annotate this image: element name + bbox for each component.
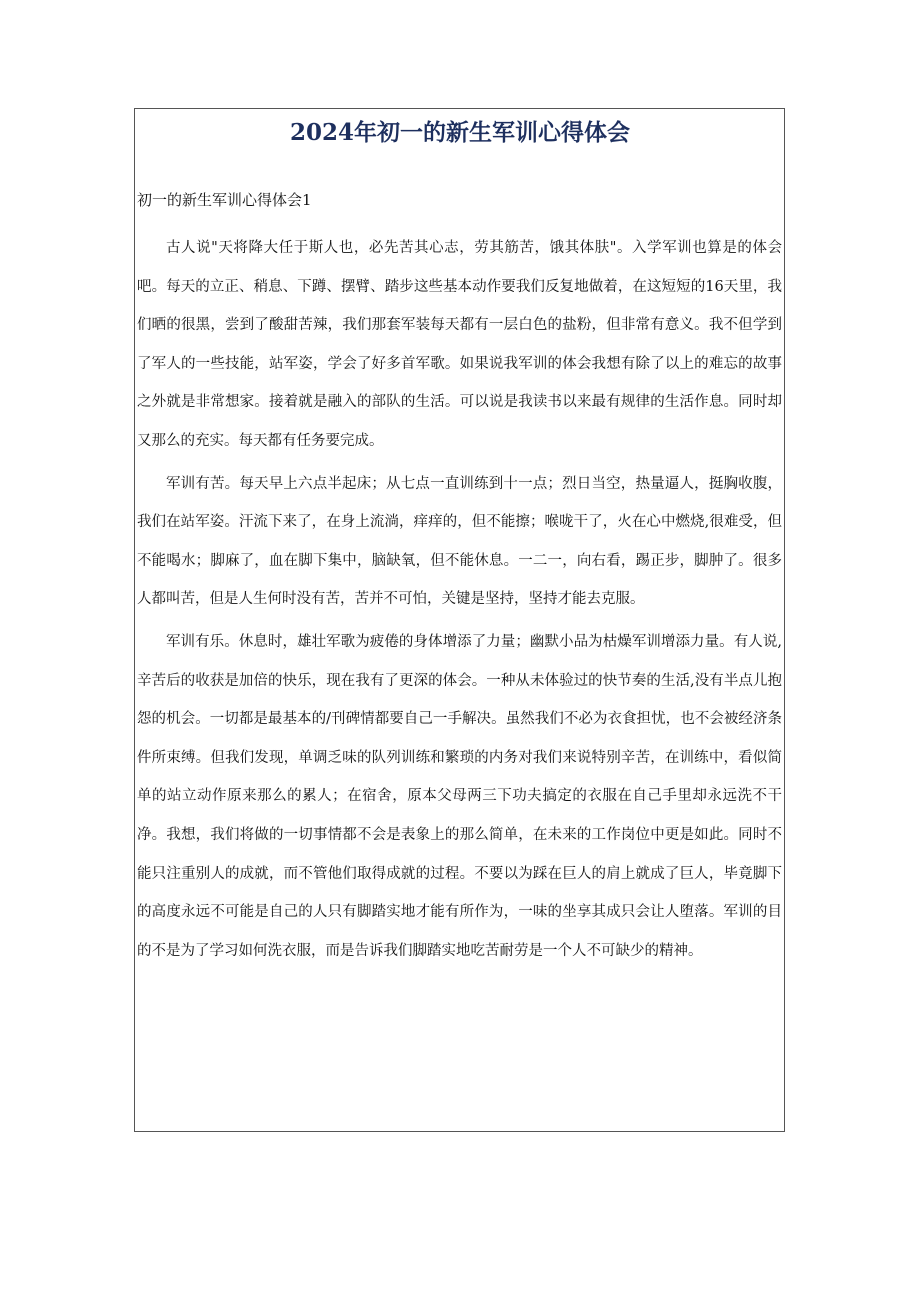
body-text	[137, 229, 782, 974]
page-title: 2024年初一的新生军训心得体会	[289, 119, 630, 146]
paragraph-intro: 古人说"天将降大任于斯人也，必先苦其心志，劳其筋苦，饿其体肤"。入学军训也算是的体会吧。每天的立正、稍息、下蹲、摆臂、踏步这些基本动作要我们反复地做着，在这短短的16天里，我们晒的很黑，尝到了酸甜苦辣，我们那套军装每天都有一层白色的盐粉，但非常有意义。我不但学到了军人的一些技能，站军姿，学会了好多首军歌。如果说我军训的体会我想有除了以上的难忘的故事之外就是非常想家。接着就是融入的部队的生活。可以说是我读书以来最有规律的生活作息。同时却又那么的充实。每天都有任务要完成。	[137, 240, 782, 449]
section-heading: 初一的新生军训心得体会1	[137, 191, 312, 209]
paragraph-joy: 军训有乐。休息时，雄壮军歌为疲倦的身体增添了力量；幽默小品为枯燥军训增添力量。有人说,辛苦后的收获是加倍的快乐，现在我有了更深的体会。一种从未体验过的快节奏的生活,没有半点儿抱怨的机会。一切都是最基本的/刊碑情都要自己一手解决。虽然我们不必为衣食担忧，也不会被经济条件所束缚。但我们发现，单调乏味的队列训练和繁琐的内务对我们来说特别辛苦，在训练中，看似简单的站立动作原来那么的累人；在宿舍，原本父母两三下功夫搞定的衣服在自己手里却永远洗不干净。我想，我们将做的一切事情都不会是表象上的那么简单，在未来的工作岗位中更是如此。同时不能只注重别人的成就，而不管他们取得成就的过程。不要以为踩在巨人的肩上就成了巨人，毕竟脚下的高度永远不可能是自己的人只有脚踏实地才能有所作为，一味的坐享其成只会让人堕落。军训的目的不是为了学习如何洗衣服，而是告诉我们脚踏实地吃苦耐劳是一个人不可缺少的精神。	[137, 633, 782, 959]
paragraph-hardship: 军训有苦。每天早上六点半起床；从七点一直训练到十一点；烈日当空，热量逼人，挺胸收腹，我们在站军姿。汗流下来了，在身上流淌，痒痒的，但不能擦；喉咙干了，火在心中燃烧,很难受，但不能喝水；脚麻了，血在脚下集中，脑缺氧，但不能休息。一二一，向右看，踢正步，脚肿了。很多人都叫苦，但是人生何时没有苦，苦并不可怕，关键是坚持，坚持才能去克服。	[137, 475, 782, 608]
